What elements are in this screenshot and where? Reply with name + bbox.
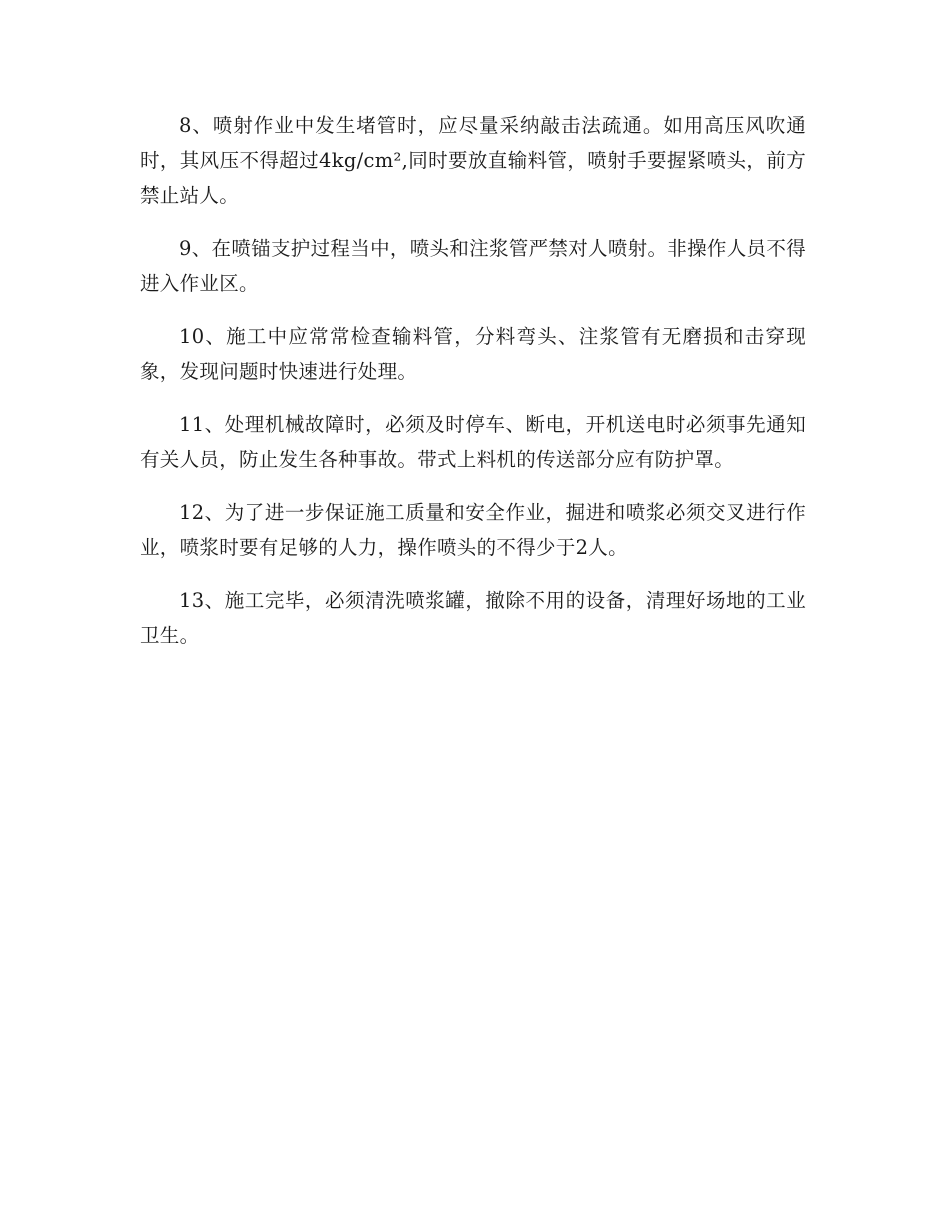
paragraph-item-8: 8、喷射作业中发生堵管时，应尽量采纳敲击法疏通。如用高压风吹通时，其风压不得超过4kg/cm²,同时要放直输料管，喷射手要握紧喷头，前方禁止站人。 — [140, 114, 806, 207]
paragraph-item-12: 12、为了进一步保证施工质量和安全作业，掘进和喷浆必须交叉进行作业，喷浆时要有足够的人力，操作喷头的不得少于2人。 — [140, 501, 806, 559]
paragraph-item-11: 11、处理机械故障时，必须及时停车、断电，开机送电时必须事先通知有关人员，防止发生各种事故。带式上料机的传送部分应有防护罩。 — [140, 413, 806, 471]
document-body — [140, 108, 806, 671]
paragraph-item-9: 9、在喷锚支护过程当中，喷头和注浆管严禁对人喷射。非操作人员不得进入作业区。 — [140, 237, 806, 295]
paragraph-item-10: 10、施工中应常常检查输料管，分料弯头、注浆管有无磨损和击穿现象，发现问题时快速进行处理。 — [140, 325, 806, 383]
paragraph-item-13: 13、施工完毕，必须清洗喷浆罐，撤除不用的设备，清理好场地的工业卫生。 — [140, 589, 806, 647]
